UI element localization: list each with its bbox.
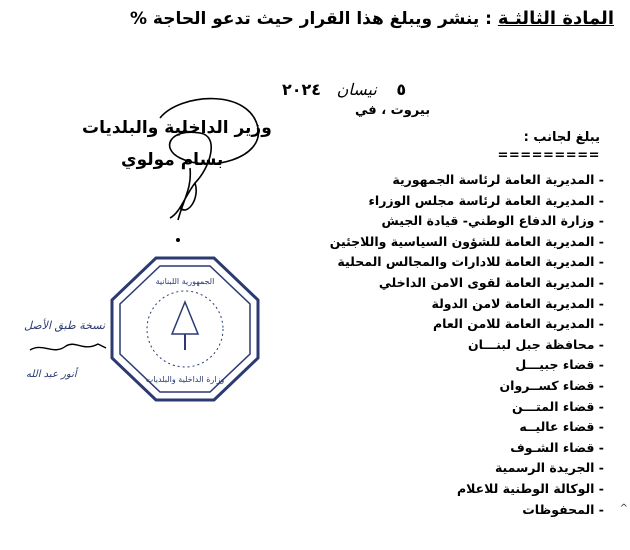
- copy-clerk-name: أنور عبد الله: [26, 369, 77, 380]
- cc-rule: =========: [497, 148, 600, 163]
- cc-item: - المديرية العامة لرئاسة الجمهورية: [392, 172, 604, 187]
- article-line: [130, 8, 614, 29]
- cc-item: - وزارة الدفاع الوطني- قيادة الجيش: [381, 213, 604, 229]
- cc-item: - محافظة جبل لبنـــان: [468, 336, 604, 352]
- cc-item: - المديرية العامة لقوى الامن الداخلي: [378, 274, 604, 290]
- cc-item: - المديرية العامة للامن العام: [432, 316, 604, 332]
- cc-heading: يبلغ لجانب :: [523, 130, 600, 145]
- date-year: ٢٠٢٤: [282, 80, 322, 99]
- cc-list: [234, 170, 604, 520]
- minister-title: وزير الداخلية والبلديات: [82, 118, 272, 138]
- copy-signature: [28, 336, 108, 358]
- stamp-top-text: الجمهورية اللبنانية: [155, 277, 215, 286]
- cc-item: - الوكالة الوطنية للاعلام: [456, 480, 604, 496]
- cc-item: - قضاء كســروان: [499, 377, 604, 393]
- cc-item: - الجريدة الرسمية: [494, 460, 604, 476]
- date-month: نيسان: [336, 80, 377, 99]
- cc-item: - المديرية العامة للشؤون السياسية واللاجئين: [329, 233, 604, 249]
- true-copy-note: نسخة طبق الأصل: [24, 319, 106, 332]
- cc-item: - قضاء جبيـــل: [515, 357, 604, 373]
- cc-item: - المديرية العامة لامن الدولة: [431, 295, 604, 311]
- date-line: [282, 80, 432, 99]
- date-day: ٥: [396, 80, 407, 99]
- cc-item: - المديرية العامة لرئاسة مجلس الوزراء: [368, 192, 604, 208]
- article-text: ينشر ويبلغ هذا القرار حيث تدعو الحاجة %: [129, 9, 480, 29]
- cc-item: - قضاء عاليــه: [519, 419, 604, 435]
- ink-dot: [176, 238, 180, 242]
- minister-name: بسام مولوي: [121, 150, 224, 170]
- cc-item: - قضاء المتـــن: [511, 398, 604, 414]
- corner-mark: ^: [619, 503, 628, 514]
- cc-item: - المديرية العامة للادارات والمجالس المحلية: [337, 254, 604, 270]
- article-separator: :: [485, 9, 492, 29]
- stamp-bottom-text: وزارة الداخلية والبلديات: [145, 375, 225, 384]
- cc-item: - المحفوظات: [522, 501, 604, 517]
- cc-item: - قضاء الشـوف: [510, 439, 604, 455]
- place-line: بيروت ، في: [355, 103, 431, 118]
- article-label: المادة الثالثـة: [497, 8, 614, 29]
